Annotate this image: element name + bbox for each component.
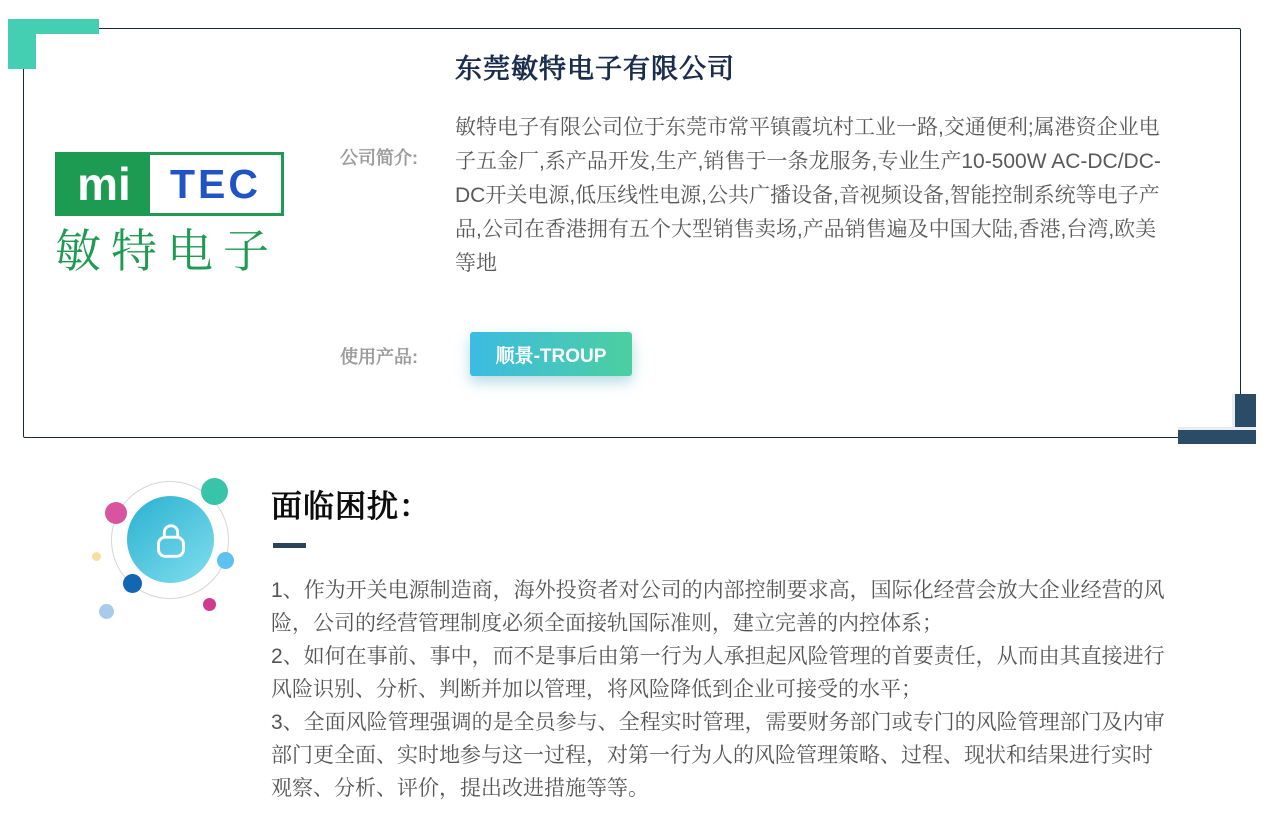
product-button[interactable]: 顺景-TROUP bbox=[470, 332, 632, 376]
company-name: 东莞敏特电子有限公司 bbox=[455, 54, 735, 84]
challenges-heading: 面临困扰： bbox=[271, 489, 431, 524]
logo-mark-right: TEC bbox=[170, 160, 261, 207]
decor-dot-lightblue bbox=[217, 552, 234, 569]
logo-mark-left: mi bbox=[58, 155, 150, 213]
decor-dot-teal bbox=[201, 478, 228, 505]
challenge-item: 1、作为开关电源制造商，海外投资者对公司的内部控制要求高，国际化经营会放大企业经营的风险，公司的经营管理制度必须全面接轨国际准则，建立完善的内控体系； bbox=[271, 579, 1165, 635]
lock-icon-cluster bbox=[85, 462, 265, 640]
profile-label: 公司简介: bbox=[340, 148, 418, 168]
challenge-item: 3、全面风险管理强调的是全员参与、全程实时管理，需要财务部门或专门的风险管理部门及内审部门更全面、实时地参与这一过程，对第一行为人的风险管理策略、过程、现状和结果进行实时观察、分析、评价，提出改进措施等等。 bbox=[271, 711, 1165, 800]
decor-dot-cream bbox=[92, 552, 101, 561]
heading-dash bbox=[273, 543, 306, 548]
corner-navy-bar-horizontal bbox=[1178, 427, 1256, 444]
decor-dot-paleblue bbox=[99, 604, 114, 619]
lock-glyph bbox=[148, 517, 194, 563]
challenges-paragraphs bbox=[271, 574, 1167, 805]
profile-text: 敏特电子有限公司位于东莞市常平镇霞坑村工业一路,交通便利;属港资企业电子五金厂,系产品开发,生产,销售于一条龙服务,专业生产10-500W AC-DC/DC-DC开关电源,低压线性电源,公共广播设备,音视频设备,智能控制系统等电子产品,公司在香港拥有五个大型销售卖场,产品销售遍及中国大陆,香港,台湾,欧美等地 bbox=[455, 116, 1161, 275]
lock-icon bbox=[127, 496, 214, 583]
decor-dot-pink-large bbox=[105, 502, 127, 524]
corner-teal-bar-vertical bbox=[8, 19, 36, 69]
product-label: 使用产品: bbox=[340, 347, 418, 367]
company-logo bbox=[55, 152, 284, 216]
decor-dot-pink-small bbox=[203, 598, 216, 611]
logo-caption: 敏特电子 bbox=[55, 225, 279, 277]
decor-dot-darkblue bbox=[123, 574, 142, 593]
challenge-item: 2、如何在事前、事中，而不是事后由第一行为人承担起风险管理的首要责任，从而由其直接进行风险识别、分析、判断并加以管理，将风险降低到企业可接受的水平； bbox=[271, 645, 1165, 701]
